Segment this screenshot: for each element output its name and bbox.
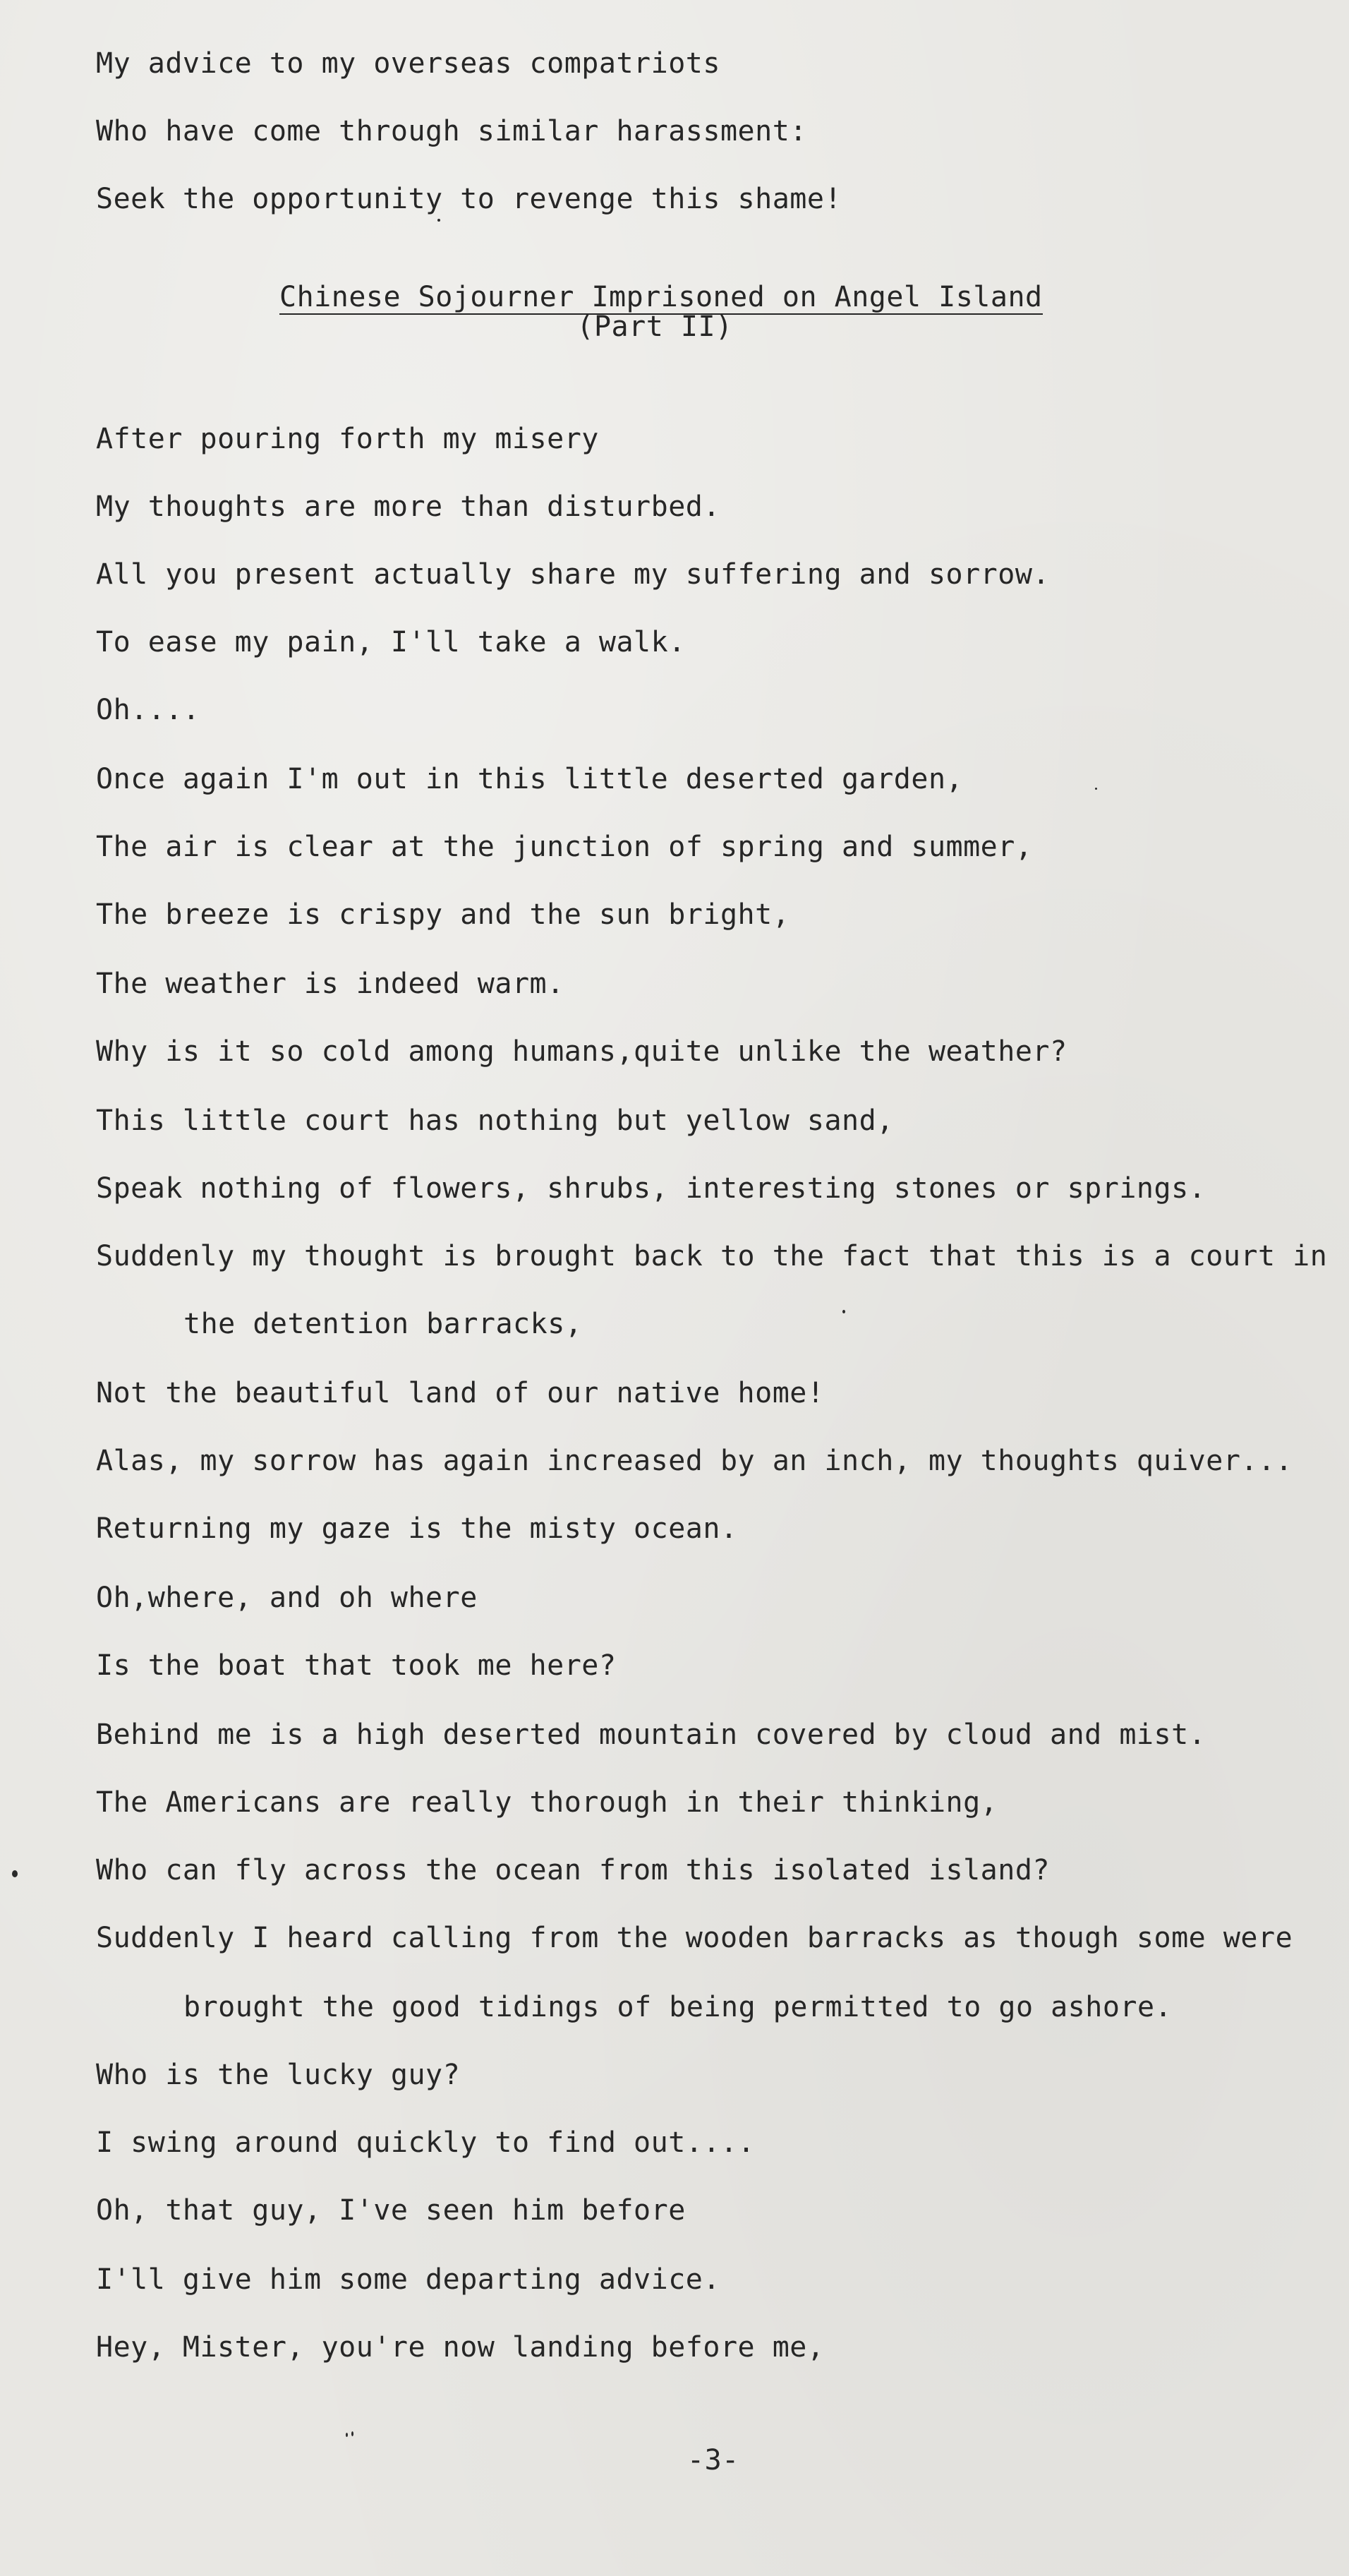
poem-line: The Americans are really thorough in their thinking,: [96, 1786, 998, 1819]
paper-speck: [437, 219, 440, 222]
paper-speck: [12, 1870, 18, 1877]
poem-line: Returning my gaze is the misty ocean.: [96, 1512, 738, 1545]
poem-line: To ease my pain, I'll take a walk.: [96, 626, 686, 658]
poem-line: The weather is indeed warm.: [96, 968, 564, 1000]
poem-line: Once again I'm out in this little deserted garden,: [96, 763, 964, 795]
poem-line: The breeze is crispy and the sun bright,: [96, 898, 790, 931]
poem-line: Suddenly I heard calling from the wooden barracks as though some were: [96, 1922, 1293, 1954]
poem-line: I'll give him some departing advice.: [96, 2263, 720, 2296]
poem-line: Oh, that guy, I've seen him before: [96, 2194, 686, 2227]
poem-subtitle: (Part II): [576, 311, 733, 343]
poem-line: Oh....: [96, 694, 200, 726]
poem-line: After pouring forth my misery: [96, 423, 599, 455]
poem-line: Hey, Mister, you're now landing before me,: [96, 2331, 825, 2364]
poem-line: Seek the opportunity to revenge this shame!: [96, 183, 842, 215]
poem-title: Chinese Sojourner Imprisoned on Angel Island: [279, 281, 1043, 313]
poem-line-continuation: the detention barracks,: [183, 1308, 583, 1340]
poem-line-continuation: brought the good tidings of being permitted to go ashore.: [183, 1991, 1173, 2023]
poem-line: My advice to my overseas compatriots: [96, 47, 720, 80]
paper-speck: [346, 2433, 348, 2437]
poem-line: Is the boat that took me here?: [96, 1649, 617, 1682]
poem-line: Why is it so cold among humans,quite unlike the weather?: [96, 1035, 1067, 1068]
poem-title-block: [279, 281, 1043, 343]
poem-line: Behind me is a high deserted mountain covered by cloud and mist.: [96, 1719, 1206, 1751]
paper-speck: [351, 2431, 353, 2436]
poem-line: I swing around quickly to find out....: [96, 2126, 756, 2159]
poem-line: Who have come through similar harassment:: [96, 115, 807, 148]
poem-line: Who is the lucky guy?: [96, 2059, 461, 2091]
paper-speck: [1095, 788, 1097, 790]
poem-line: All you present actually share my suffering and sorrow.: [96, 558, 1051, 591]
paper-speck: [842, 1310, 845, 1313]
poem-line: My thoughts are more than disturbed.: [96, 490, 720, 523]
poem-line: This little court has nothing but yellow sand,: [96, 1105, 894, 1137]
poem-line: Who can fly across the ocean from this isolated island?: [96, 1854, 1051, 1886]
poem-line: Suddenly my thought is brought back to the fact that this is a court in: [96, 1240, 1328, 1272]
poem-line: Speak nothing of flowers, shrubs, interesting stones or springs.: [96, 1172, 1206, 1205]
poem-line: Not the beautiful land of our native home!: [96, 1377, 825, 1409]
page-number: -3-: [687, 2444, 739, 2476]
poem-line: Alas, my sorrow has again increased by an inch, my thoughts quiver...: [96, 1445, 1293, 1477]
poem-line: The air is clear at the junction of spring and summer,: [96, 831, 1033, 863]
poem-line: Oh,where, and oh where: [96, 1582, 478, 1614]
